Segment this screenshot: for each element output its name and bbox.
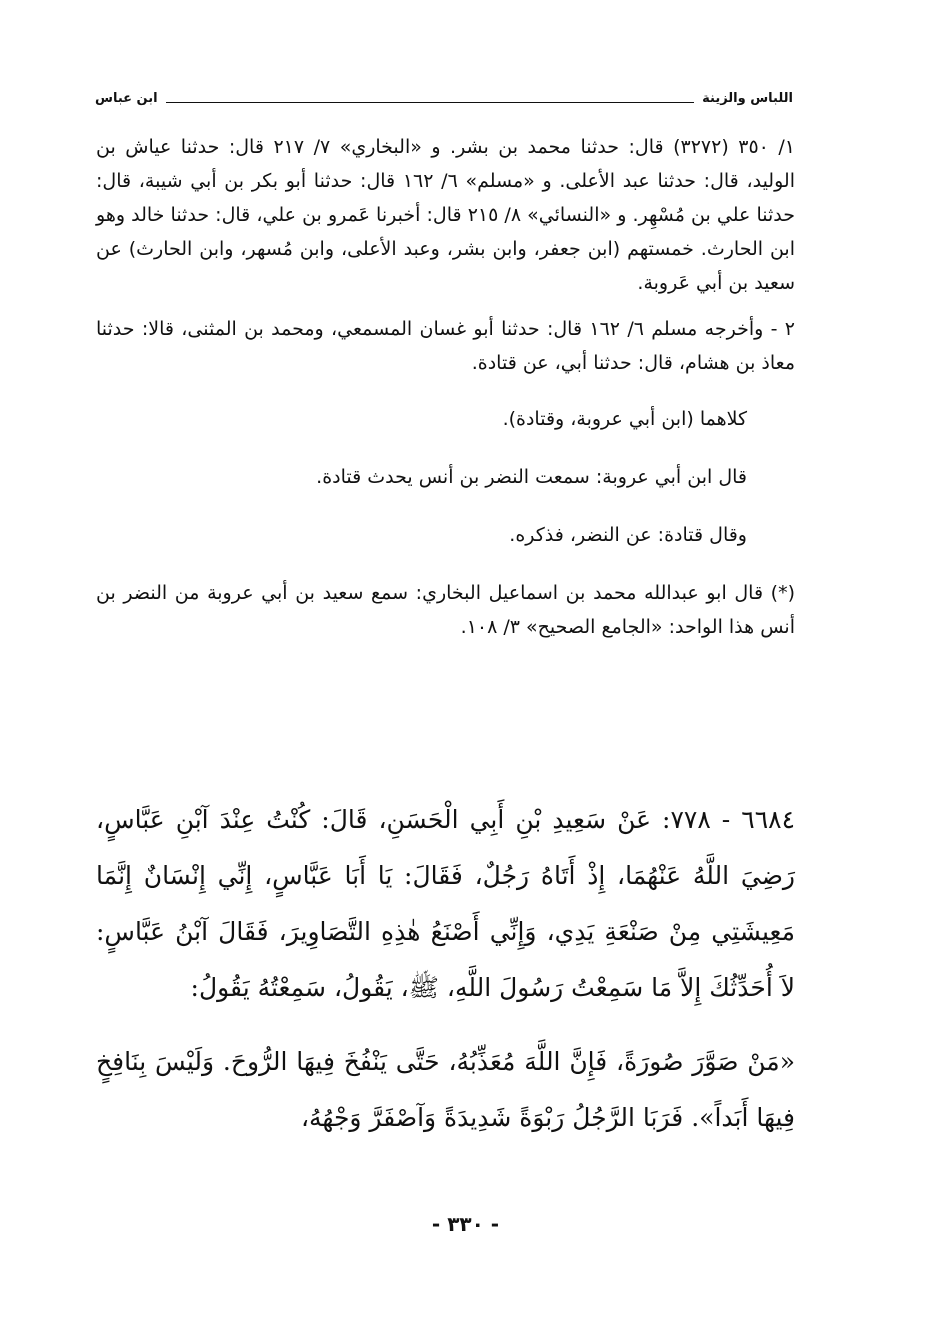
hadith-text	[96, 792, 795, 1146]
page-number: - ٣٣٠ -	[431, 1212, 500, 1236]
hadith-quote: «مَنْ صَوَّرَ صُورَةً، فَإِنَّ اللَّهَ مُعَذِّبُهُ، حَتَّى يَنْفُخَ فِيهَا الرُّوحَ. وَلَيْسَ بِنَافِخٍ فِيهَا أَبَداً». فَرَبَا الرَّجُلُ رَبْوَةً شَدِيدَةً وَآصْفَرَّ وَجْهُهُ،	[96, 1047, 795, 1132]
footnote-1: ١/ ٣٥٠ (٣٢٧٢) قال: حدثنا محمد بن بشر. و «البخاري» ٧/ ٢١٧ قال: حدثنا عياش بن الوليد، قال: حدثنا عبد الأعلى. و «مسلم» ٦/ ١٦٢ قال: حدثنا أبو بكر بن أبي شيبة، قال: حدثنا علي بن مُسْهِر. و «النسائي» ٨/ ٢١٥ قال: أخبرنا عَمرو بن علي، قال: حدثنا خالد وهو ابن الحارث. خمستهم (ابن جعفر، وابن بشر، وعبد الأعلى، وابن مُسهر، وابن الحارث) عن سعيد بن أبي عَروبة.	[96, 136, 795, 294]
footnote-2: ٢ - وأخرجه مسلم ٦/ ١٦٢ قال: حدثنا أبو غسان المسمعي، ومحمد بن المثنى، قالا: حدثنا معاذ بن هشام، قال: حدثنا أبي، عن قتادة.	[96, 318, 795, 374]
section-title: ابن عباس	[95, 90, 158, 106]
note-line-qatada: وقال قتادة: عن النضر، فذكره.	[509, 524, 747, 546]
star-note: (*) قال ابو عبدالله محمد بن اسماعيل البخاري: سمع سعيد بن أبي عروبة من النضر بن أنس هذا الواحد: «الجامع الصحيح» ٣/ ١٠٨.	[96, 582, 795, 638]
note-line-both: كلاهما (ابن أبي عروبة، وقتادة).	[502, 408, 747, 430]
chapter-title: اللباس والزينة	[702, 90, 793, 106]
hadith-intro: ٦٦٨٤ - ٧٧٨: عَنْ سَعِيدِ بْنِ أَبِي الْحَسَنِ، قَالَ: كُنْتُ عِنْدَ آبْنِ عَبَّاسٍ، رَضِيَ اللَّهُ عَنْهُمَا، إِذْ أَتَاهُ رَجُلٌ، فَقَالَ: يَا أَبَا عَبَّاسٍ، إِنِّي إِنْسَانٌ إِنَّمَا مَعِيشَتِي مِنْ صَنْعَةِ يَدِي، وَإِنِّي أَصْنَعُ هٰذِهِ التَّصَاوِيرَ، فَقَالَ آبْنُ عَبَّاسٍ: لاَ أُحَدِّثُكَ إِلاَّ مَا سَمِعْتُ رَسُولَ اللَّهِ، ﷺ، يَقُولُ، سَمِعْتُهُ يَقُولُ:	[96, 805, 795, 1002]
header-rule	[166, 102, 695, 103]
running-header	[95, 86, 793, 110]
footnotes-block	[96, 130, 795, 644]
note-line-ibn-abi-aruba: قال ابن أبي عروبة: سمعت النضر بن أنس يحدث قتادة.	[316, 466, 747, 488]
